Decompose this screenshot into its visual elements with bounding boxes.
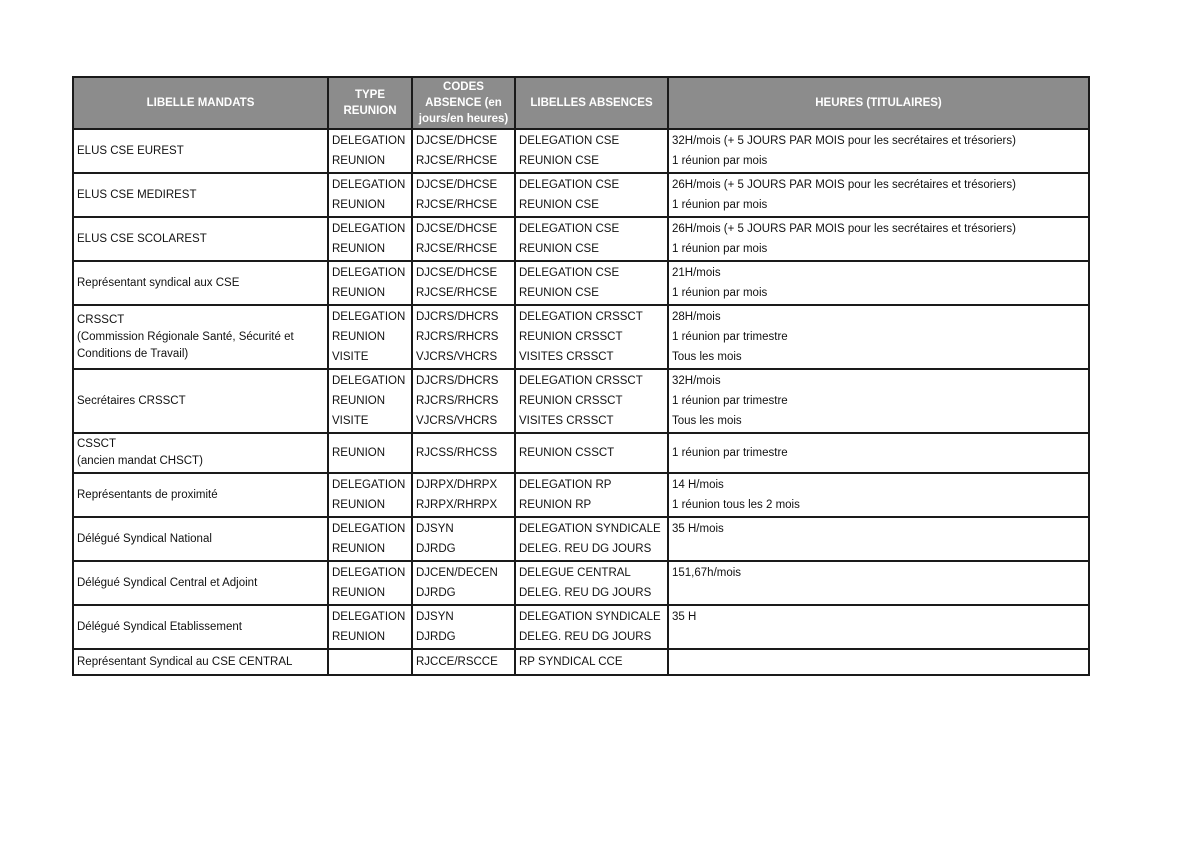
code-absence-cell [412,173,515,217]
heures-cell: 1 réunion par trimestre [668,433,1089,473]
heures: 26H/mois (+ 5 JOURS PAR MOIS pour les secrétaires et trésoriers) [672,223,1016,235]
mandat-cell [73,305,328,369]
code-absence: RJCSE/RHCSE [416,199,498,211]
mandat-text: CRSSCT (Commission Régionale Santé, Sécurité et Conditions de Travail) [77,313,294,360]
libelle-absence: REUNION CSE [519,243,599,255]
heures: 21H/mois [672,267,721,279]
type-reunion: DELEGATION [332,567,406,579]
type-reunion: DELEGATION [332,611,406,623]
type-reunion-cell [328,473,412,517]
heures-cell [668,261,1089,305]
heures: 35 H [672,611,697,623]
libelle-absence-cell [515,129,668,173]
type-reunion-cell [328,217,412,261]
type-reunion: REUNION [332,543,386,555]
type-reunion-cell [328,305,412,369]
heures [672,539,1085,559]
code-absence: VJCRS/VHCRS [416,415,498,427]
libelle-absence: DELEGATION CSE [519,267,620,279]
code-absence: RJRPX/RHRPX [416,499,498,511]
heures-cell [668,561,1089,605]
mandat-cell: Secrétaires CRSSCT [73,369,328,433]
type-reunion: REUNION [332,395,386,407]
libelle-absence: REUNION CSE [519,199,599,211]
code-absence: VJCRS/VHCRS [416,351,498,363]
mandat-cell: Représentant Syndical au CSE CENTRAL [73,649,328,675]
type-reunion: REUNION [332,287,386,299]
heures: 14 H/mois [672,479,724,491]
heures: 1 réunion tous les 2 mois [672,499,800,511]
libelle-absence-cell [515,605,668,649]
code-absence: RJCSE/RHCSE [416,155,498,167]
libelle-absence: DELEGATION SYNDICALE [519,611,661,623]
code-absence: DJRPX/DHRPX [416,479,498,491]
header-libelle-mandats: LIBELLE MANDATS [73,77,328,129]
code-absence-cell: RJCSS/RHCSS [412,433,515,473]
table-row [73,369,1089,433]
type-reunion: REUNION [332,331,386,343]
type-reunion-cell [328,369,412,433]
libelle-absence: DELEGATION CSE [519,135,620,147]
libelle-absence-cell: REUNION CSSCT [515,433,668,473]
type-reunion: DELEGATION [332,311,406,323]
heures: 1 réunion par mois [672,155,768,167]
libelle-absence-cell: RP SYNDICAL CCE [515,649,668,675]
type-reunion: REUNION [332,499,386,511]
libelle-absence: REUNION CSE [519,287,599,299]
libelle-absence: DELEG. REU DG JOURS [519,587,652,599]
type-reunion-cell [328,173,412,217]
type-reunion: DELEGATION [332,223,406,235]
code-absence-cell [412,473,515,517]
mandat-text: CSSCT (ancien mandat CHSCT) [77,438,203,467]
mandat-cell: ELUS CSE EUREST [73,129,328,173]
libelle-absence: DELEGATION SYNDICALE [519,523,661,535]
type-reunion: REUNION [332,199,386,211]
table-row [73,649,1089,675]
heures: 1 réunion par mois [672,287,768,299]
heures: 151,67h/mois [672,567,742,579]
type-reunion-cell: REUNION [328,433,412,473]
code-absence: DJCSE/DHCSE [416,267,498,279]
libelle-absence-cell [515,261,668,305]
mandat-cell: ELUS CSE MEDIREST [73,173,328,217]
heures: 26H/mois (+ 5 JOURS PAR MOIS pour les secrétaires et trésoriers) [672,179,1016,191]
code-absence: DJCSE/DHCSE [416,179,498,191]
type-reunion: REUNION [332,587,386,599]
code-absence-cell [412,305,515,369]
heures: 1 réunion par trimestre [672,331,788,343]
code-absence-cell [412,129,515,173]
table-row [73,605,1089,649]
mandat-cell: Représentant syndical aux CSE [73,261,328,305]
code-absence-cell [412,217,515,261]
libelle-absence: REUNION CRSSCT [519,331,623,343]
type-reunion: VISITE [332,415,369,427]
mandates-table [72,76,1090,676]
libelle-absence: DELEGATION CRSSCT [519,311,643,323]
type-reunion-cell [328,517,412,561]
heures-cell [668,649,1089,675]
heures: 32H/mois (+ 5 JOURS PAR MOIS pour les secrétaires et trésoriers) [672,135,1016,147]
table-body [73,129,1089,675]
code-absence: DJCSE/DHCSE [416,135,498,147]
heures-cell [668,517,1089,561]
heures: 32H/mois [672,375,721,387]
type-reunion: DELEGATION [332,479,406,491]
libelle-absence-cell [515,305,668,369]
header-type-reunion: TYPE REUNION [328,77,412,129]
libelle-absence: DELEGATION CRSSCT [519,375,643,387]
heures: 1 réunion par mois [672,243,768,255]
libelle-absence: DELEGUE CENTRAL [519,567,631,579]
code-absence-cell [412,517,515,561]
heures [672,583,1085,603]
libelle-absence-cell [515,517,668,561]
header-heures-titulaires: HEURES (TITULAIRES) [668,77,1089,129]
type-reunion: DELEGATION [332,267,406,279]
type-reunion: REUNION [332,631,386,643]
libelle-absence-cell [515,217,668,261]
table-row [73,473,1089,517]
libelle-absence: VISITES CRSSCT [519,351,614,363]
mandat-cell [73,433,328,473]
mandat-cell: Délégué Syndical Central et Adjoint [73,561,328,605]
code-absence: DJSYN [416,523,454,535]
libelle-absence: REUNION CRSSCT [519,395,623,407]
table-row [73,173,1089,217]
mandat-cell: Représentants de proximité [73,473,328,517]
libelle-absence: DELEG. REU DG JOURS [519,631,652,643]
type-reunion: DELEGATION [332,135,406,147]
header-row [73,77,1089,129]
table-row [73,129,1089,173]
type-reunion-cell [328,129,412,173]
libelle-absence: DELEG. REU DG JOURS [519,543,652,555]
libelle-absence-cell [515,173,668,217]
type-reunion-cell [328,605,412,649]
code-absence: RJCSE/RHCSE [416,243,498,255]
header-codes-absence: CODES ABSENCE (en jours/en heures) [412,77,515,129]
heures: Tous les mois [672,351,742,363]
code-absence: DJCRS/DHCRS [416,375,499,387]
libelle-absence: REUNION CSE [519,155,599,167]
code-absence: DJSYN [416,611,454,623]
heures-cell [668,217,1089,261]
heures: 1 réunion par trimestre [672,395,788,407]
code-absence-cell [412,605,515,649]
code-absence: DJRDG [416,631,456,643]
libelle-absence: VISITES CRSSCT [519,415,614,427]
libelle-absence-cell [515,369,668,433]
mandat-cell: Délégué Syndical National [73,517,328,561]
libelle-absence: DELEGATION CSE [519,179,620,191]
libelle-absence: REUNION RP [519,499,592,511]
code-absence-cell [412,261,515,305]
code-absence: RJCRS/RHCRS [416,331,499,343]
table-row [73,433,1089,473]
table-row [73,217,1089,261]
type-reunion: REUNION [332,155,386,167]
code-absence: DJCEN/DECEN [416,567,498,579]
mandat-cell: Délégué Syndical Etablissement [73,605,328,649]
type-reunion: VISITE [332,351,369,363]
code-absence: DJRDG [416,543,456,555]
heures-cell [668,129,1089,173]
table-row [73,561,1089,605]
code-absence: DJCRS/DHCRS [416,311,499,323]
code-absence-cell: RJCCE/RSCCE [412,649,515,675]
libelle-absence-cell [515,561,668,605]
heures: 1 réunion par mois [672,199,768,211]
heures: 28H/mois [672,311,721,323]
code-absence: DJCSE/DHCSE [416,223,498,235]
mandat-cell: ELUS CSE SCOLAREST [73,217,328,261]
code-absence: RJCRS/RHCRS [416,395,499,407]
type-reunion: DELEGATION [332,523,406,535]
table-row [73,517,1089,561]
heures-cell [668,605,1089,649]
type-reunion: REUNION [332,243,386,255]
type-reunion: DELEGATION [332,179,406,191]
table-row [73,305,1089,369]
heures: Tous les mois [672,415,742,427]
type-reunion-cell [328,261,412,305]
table-row [73,261,1089,305]
libelle-absence-cell [515,473,668,517]
type-reunion-cell [328,561,412,605]
libelle-absence: DELEGATION CSE [519,223,620,235]
heures-cell [668,305,1089,369]
heures-cell [668,173,1089,217]
type-reunion: DELEGATION [332,375,406,387]
heures-cell [668,369,1089,433]
libelle-absence: DELEGATION RP [519,479,612,491]
code-absence: RJCSE/RHCSE [416,287,498,299]
code-absence-cell [412,561,515,605]
type-reunion-cell [328,649,412,675]
heures-cell [668,473,1089,517]
heures [672,627,1085,647]
code-absence-cell [412,369,515,433]
heures: 35 H/mois [672,523,724,535]
code-absence: DJRDG [416,587,456,599]
header-libelles-absences: LIBELLES ABSENCES [515,77,668,129]
